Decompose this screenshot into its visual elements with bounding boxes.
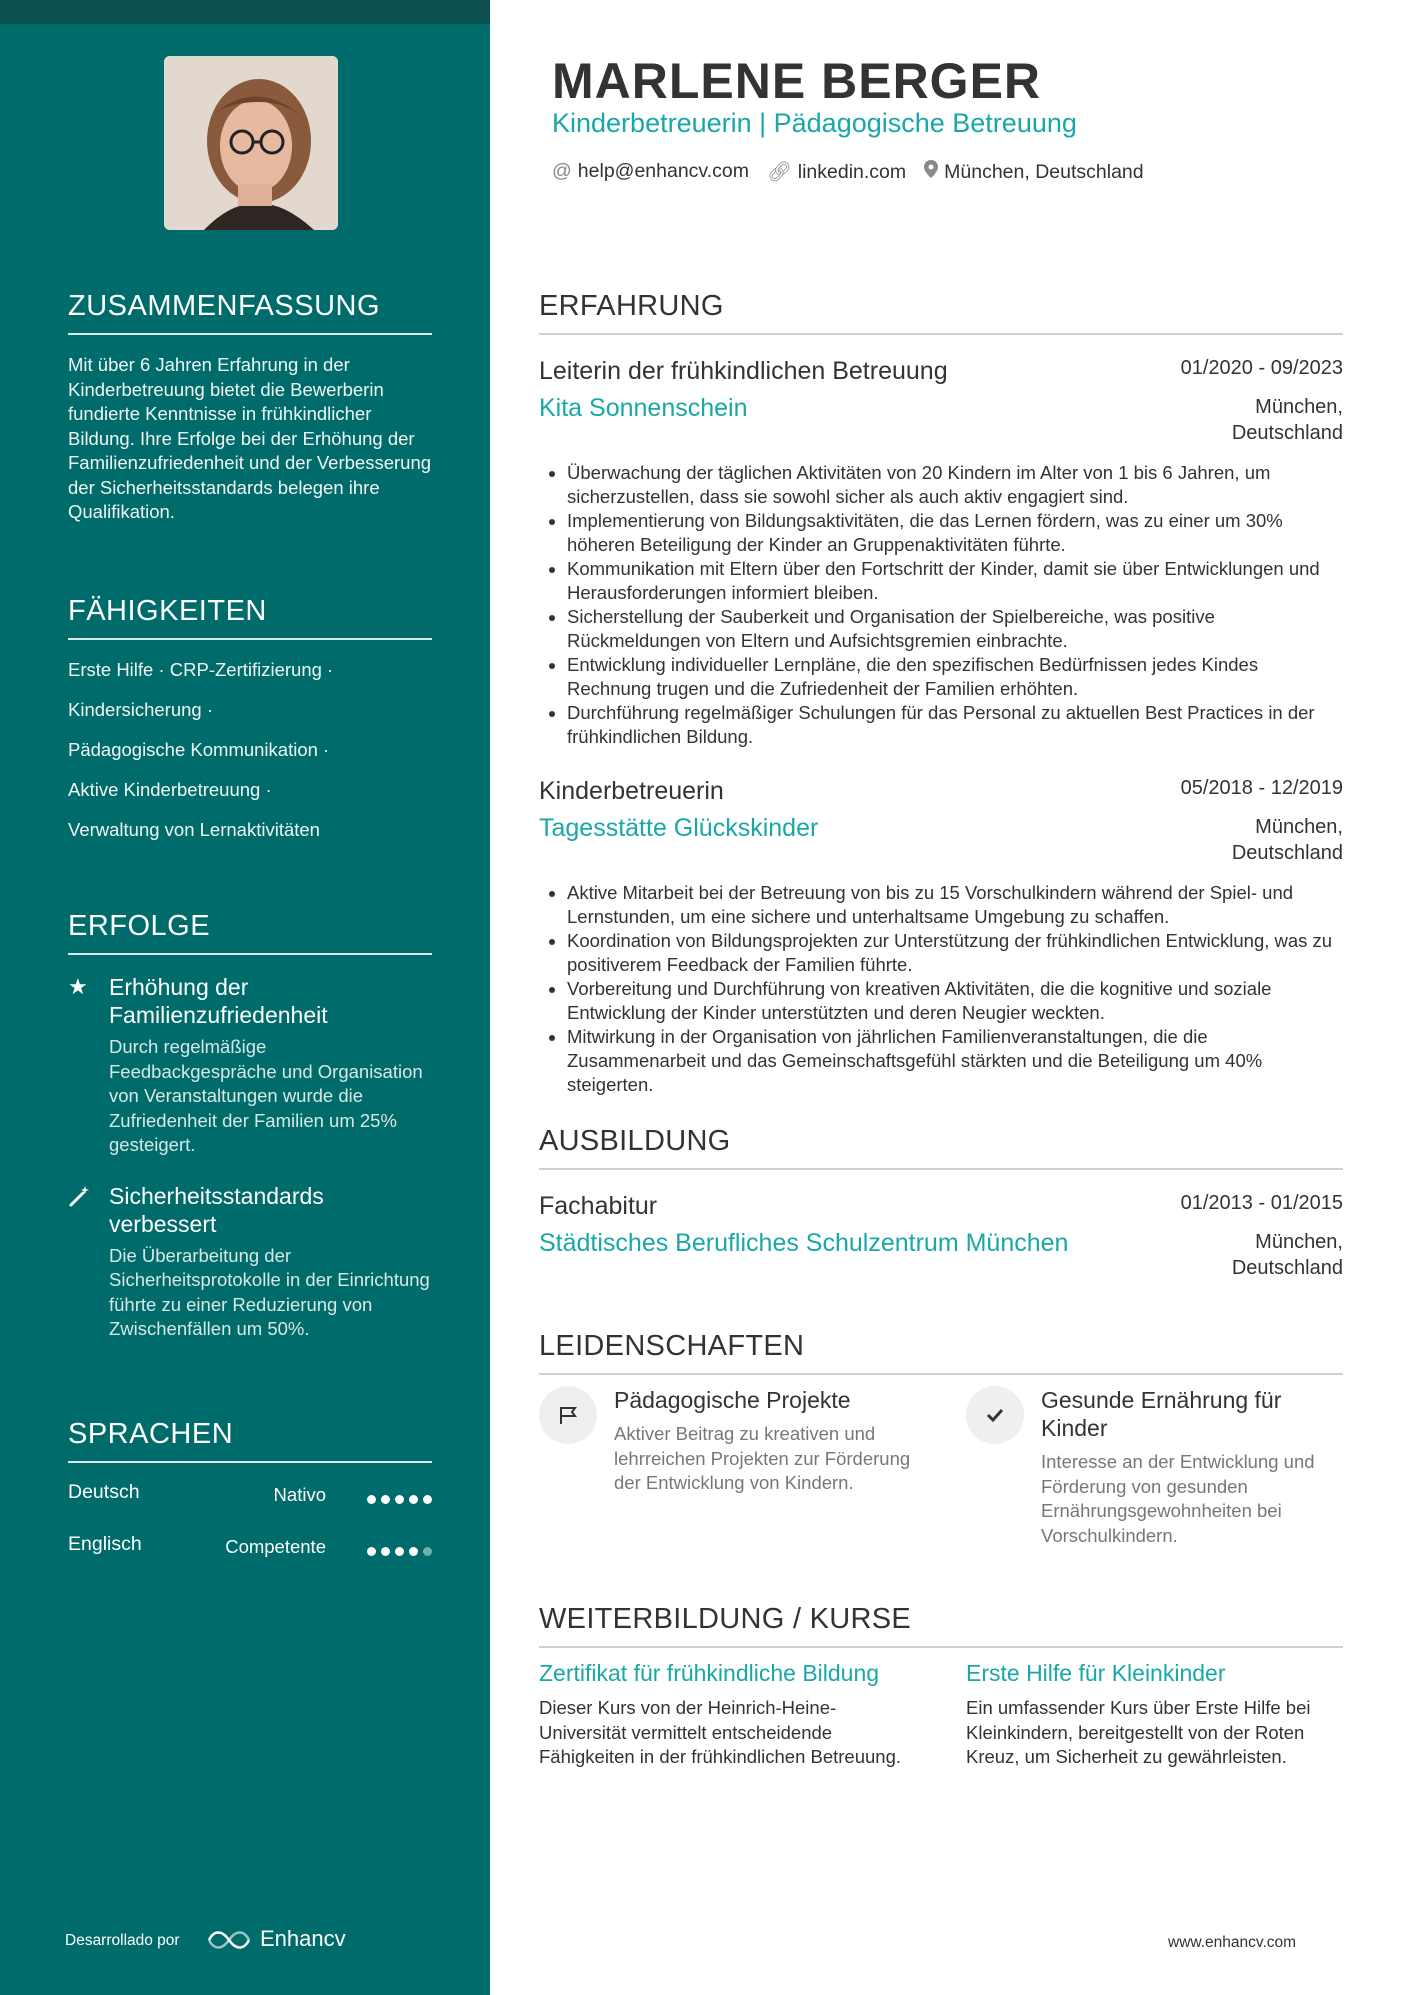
language-row bbox=[68, 1533, 432, 1569]
passion-desc: Aktiver Beitrag zu kreativen und lehrreichen Projekten zur Förderung der Entwicklung von Kindern. bbox=[614, 1423, 911, 1493]
passion-desc: Interesse an der Entwicklung und Förderung von gesunden Ernährungsgewohnheiten bei Vorschulkindern. bbox=[1041, 1451, 1315, 1546]
candidate-headline: Kinderbetreuerin | Pädagogische Betreuung bbox=[552, 108, 1077, 138]
rating-dot bbox=[395, 1547, 404, 1556]
star-icon: ★ bbox=[68, 974, 88, 999]
email-text: help@enhancv.com bbox=[577, 160, 749, 182]
passion-item bbox=[539, 1386, 919, 1496]
rating-dot bbox=[381, 1547, 390, 1556]
job-entry bbox=[539, 355, 1343, 749]
achievements-title: ERFOLGE bbox=[68, 910, 432, 955]
job-location-country: Deutschland bbox=[1231, 841, 1343, 864]
summary-text: Mit über 6 Jahren Erfahrung in der Kinderbetreuung bietet die Bewerberin fundierte Kenntnisse in frühkindlicher Bildung. Ihre Erfolge bei der Erhöhung der Familienzufriedenheit und der Verbesserung der Sicherheitsstandards belegen ihre Qualifikation. bbox=[68, 354, 432, 522]
course-desc: Dieser Kurs von der Heinrich-Heine-Universität vermittelt entscheidende Fähigkeiten in der frühkindlichen Betreuung. bbox=[539, 1697, 902, 1767]
skill-item: Erste Hilfe · CRP-Zertifizierung · bbox=[68, 659, 334, 680]
rating-dot bbox=[423, 1547, 432, 1556]
powered-by-label: Desarrollado por bbox=[65, 1932, 180, 1949]
job-role: Kinderbetreuerin bbox=[539, 777, 724, 805]
location-text: München, Deutschland bbox=[944, 161, 1144, 183]
contact-location bbox=[924, 160, 1143, 184]
achievement-title: Erhöhung der Familienzufriedenheit bbox=[109, 974, 328, 1028]
education-degree: Fachabitur bbox=[539, 1192, 658, 1220]
passion-item bbox=[966, 1386, 1346, 1548]
skills-title: FÄHIGKEITEN bbox=[68, 595, 432, 640]
passions-section bbox=[539, 1330, 1343, 1590]
languages-title: SPRACHEN bbox=[68, 1418, 432, 1463]
rating-dot bbox=[409, 1547, 418, 1556]
course-item bbox=[539, 1659, 919, 1770]
profile-photo bbox=[164, 56, 338, 230]
job-bullets bbox=[539, 461, 1343, 749]
achievement-desc: Durch regelmäßige Feedbackgespräche und Organisation von Veranstaltungen wurde die Zufriedenheit der Familien um 25% gesteigert. bbox=[109, 1036, 423, 1155]
job-bullet: • Sicherstellung der Sauberkeit und Organisation der Spielbereiche, was positive Rückmeldungen von Eltern und Aufsichtsgremien einbrachte. bbox=[567, 605, 1343, 653]
education-school: Städtisches Berufliches Schulzentrum München bbox=[539, 1229, 1069, 1257]
job-bullet: • Aktive Mitarbeit bei der Betreuung von bis zu 15 Vorschulkindern während der Spiel- und Lernstunden, um eine sichere und unterhaltsame Umgebung zu schaffen. bbox=[567, 881, 1343, 929]
course-item bbox=[966, 1659, 1346, 1770]
education-section bbox=[539, 1125, 1343, 1279]
job-bullet: • Implementierung von Bildungsaktivitäten, die das Lernen fördern, was zu einer um 30% höheren Beteiligung der Kinder an Gruppenaktivitäten führte. bbox=[567, 509, 1343, 557]
experience-title: ERFAHRUNG bbox=[539, 290, 1343, 335]
contact-email[interactable] bbox=[552, 160, 749, 184]
courses-section bbox=[539, 1603, 1343, 1843]
job-dates: 05/2018 - 12/2019 bbox=[1180, 777, 1343, 799]
job-bullet: • Vorbereitung und Durchführung von kreativen Aktivitäten, die die kognitive und soziale Entwicklung der Kinder unterstützten und deren Neugier weckten. bbox=[567, 977, 1343, 1025]
job-location bbox=[1232, 815, 1343, 866]
achievement-title: Sicherheitsstandards verbessert bbox=[109, 1182, 324, 1237]
passions-title: LEIDENSCHAFTEN bbox=[539, 1330, 1343, 1375]
job-location bbox=[1232, 395, 1343, 446]
link-icon: 🔗︎ bbox=[767, 161, 792, 183]
job-bullets bbox=[539, 881, 1343, 1097]
job-company: Tagesstätte Glückskinder bbox=[539, 814, 819, 842]
language-level: Competente bbox=[225, 1536, 326, 1557]
achievements-section bbox=[68, 910, 432, 1366]
rating-dot bbox=[409, 1495, 418, 1504]
course-title: Zertifikat für frühkindliche Bildung bbox=[539, 1660, 880, 1686]
language-name: Englisch bbox=[68, 1533, 142, 1555]
sidebar-top-bar bbox=[0, 0, 490, 24]
education-location-country: Deutschland bbox=[1231, 1256, 1343, 1279]
language-level: Nativo bbox=[273, 1484, 326, 1505]
job-role: Leiterin der frühkindlichen Betreuung bbox=[539, 357, 948, 385]
skill-item: Kindersicherung · bbox=[68, 699, 213, 720]
rating-dot bbox=[367, 1495, 376, 1504]
passion-title: Gesunde Ernährung für Kinder bbox=[1041, 1387, 1282, 1441]
achievement-desc: Die Überarbeitung der Sicherheitsprotokolle in der Einrichtung führte zu einer Reduzierung von Zwischenfällen um 50%. bbox=[109, 1244, 430, 1339]
job-dates: 01/2020 - 09/2023 bbox=[1180, 357, 1343, 379]
rating-dot bbox=[381, 1495, 390, 1504]
at-icon: @ bbox=[552, 160, 572, 182]
enhancv-logo-icon bbox=[206, 1929, 252, 1951]
job-location-country: Deutschland bbox=[1231, 421, 1343, 444]
education-location-city: München, bbox=[1255, 1231, 1343, 1253]
job-bullet: • Durchführung regelmäßiger Schulungen für das Personal zu aktuellen Best Practices in der frühkindlichen Bildung. bbox=[567, 701, 1343, 749]
brand-name: Enhancv bbox=[260, 1926, 346, 1951]
education-title: AUSBILDUNG bbox=[539, 1125, 1343, 1170]
education-dates: 01/2013 - 01/2015 bbox=[1180, 1192, 1343, 1214]
rating-dot bbox=[423, 1495, 432, 1504]
check-icon bbox=[966, 1386, 1024, 1444]
flag-icon bbox=[539, 1386, 597, 1444]
course-title: Erste Hilfe für Kleinkinder bbox=[966, 1660, 1226, 1686]
job-location-city: München, bbox=[1255, 396, 1343, 418]
rating-dot bbox=[367, 1547, 376, 1556]
job-bullet: • Überwachung der täglichen Aktivitäten von 20 Kindern im Alter von 1 bis 6 Jahren, um sicherzustellen, dass sie sowohl sicher als auch aktiv engagiert sind. bbox=[567, 461, 1343, 509]
skill-item: Verwaltung von Lernaktivitäten bbox=[68, 819, 320, 840]
candidate-name: MARLENE BERGER bbox=[552, 53, 1042, 109]
sidebar bbox=[0, 0, 490, 1995]
education-location bbox=[1232, 1230, 1343, 1281]
course-desc: Ein umfassender Kurs über Erste Hilfe bei Kleinkindern, bereitgestellt von der Roten Kreuz, um Sicherheit zu gewährleisten. bbox=[966, 1697, 1311, 1767]
skill-item: Aktive Kinderbetreuung · bbox=[68, 779, 272, 800]
job-bullet: • Entwicklung individueller Lernpläne, die den spezifischen Bedürfnissen jedes Kindes Rechnung trugen und die Zufriedenheit der Familien erhöhten. bbox=[567, 653, 1343, 701]
job-company: Kita Sonnenschein bbox=[539, 394, 748, 422]
language-row bbox=[68, 1481, 432, 1517]
contact-row bbox=[552, 160, 1144, 184]
summary-section bbox=[68, 290, 432, 525]
linkedin-text: linkedin.com bbox=[797, 161, 907, 183]
language-rating bbox=[362, 1539, 432, 1562]
magic-wand-icon bbox=[68, 1184, 92, 1208]
courses-title: WEITERBILDUNG / KURSE bbox=[539, 1603, 1343, 1648]
skills-section bbox=[68, 595, 432, 858]
language-rating bbox=[362, 1487, 432, 1510]
language-name: Deutsch bbox=[68, 1481, 140, 1503]
skill-item: Pädagogische Kommunikation · bbox=[68, 739, 330, 760]
location-pin-icon bbox=[924, 160, 938, 184]
footer-website[interactable]: www.enhancv.com bbox=[1168, 1934, 1297, 1951]
job-location-city: München, bbox=[1255, 816, 1343, 838]
achievement-item bbox=[68, 1182, 432, 1342]
achievement-item bbox=[68, 973, 432, 1158]
enhancv-logo[interactable] bbox=[206, 1926, 346, 1952]
education-entry bbox=[539, 1190, 1343, 1279]
job-bullet: • Koordination von Bildungsprojekten zur Unterstützung der frühkindlichen Entwicklung, was zu positiverem Feedback der Familien führte. bbox=[567, 929, 1343, 977]
languages-section bbox=[68, 1418, 432, 1585]
summary-title: ZUSAMMENFASSUNG bbox=[68, 290, 432, 335]
rating-dot bbox=[395, 1495, 404, 1504]
experience-section bbox=[539, 290, 1343, 1097]
job-entry bbox=[539, 775, 1343, 1097]
contact-linkedin[interactable] bbox=[767, 160, 906, 184]
passion-title: Pädagogische Projekte bbox=[614, 1387, 851, 1413]
job-bullet: • Kommunikation mit Eltern über den Fortschritt der Kinder, damit sie über Entwicklungen und Herausforderungen informiert bleiben. bbox=[567, 557, 1343, 605]
profile-photo-illustration bbox=[164, 56, 338, 230]
job-bullet: • Mitwirkung in der Organisation von jährlichen Familienveranstaltungen, die die Zusammenarbeit und das Gemeinschaftsgefühl stärkten und die Beteiligung um 40% steigerten. bbox=[567, 1025, 1343, 1097]
